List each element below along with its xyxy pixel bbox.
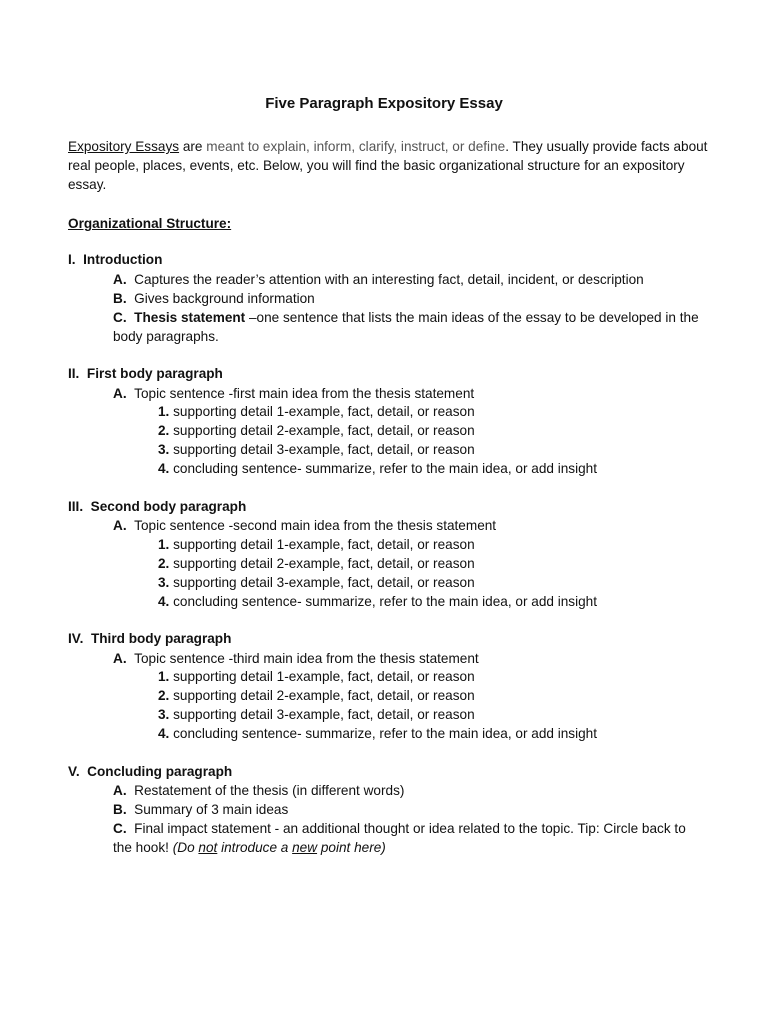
intro-definition: meant to explain, inform, clarify, instruct, or define	[206, 139, 506, 154]
topic-sentence: A. Topic sentence -second main idea from the thesis statement	[113, 518, 497, 533]
section-heading: II. First body paragraph	[68, 366, 223, 381]
list-item-final: C. Final impact statement - an additional thought or idea related to the topic. Tip: Circle back to the hook! (Do not introduce a new point here)	[113, 821, 686, 855]
intro-term: Expository Essays	[68, 139, 180, 154]
intro-rest: . They usually provide facts about real people, places, events, etc. Below, you will find the basic organizational structure for an expository essay.	[68, 139, 708, 192]
topic-sentence: A. Topic sentence -third main idea from the thesis statement	[113, 651, 479, 666]
list-item-thesis: C. Thesis statement –one sentence that lists the main ideas of the essay to be developed in the body paragraphs.	[113, 310, 699, 344]
detail-item: 3. supporting detail 3-example, fact, detail, or reason	[158, 575, 475, 590]
intro-are: are	[179, 139, 207, 154]
list-item: A. Restatement of the thesis (in different words)	[113, 783, 405, 798]
detail-item: 3. supporting detail 3-example, fact, detail, or reason	[158, 442, 475, 457]
list-item: A. Captures the reader’s attention with an interesting fact, detail, incident, or description	[113, 272, 644, 287]
section-heading: III. Second body paragraph	[68, 499, 247, 514]
detail-item: 2. supporting detail 2-example, fact, detail, or reason	[158, 556, 475, 571]
org-heading: Organizational Structure:	[68, 216, 232, 231]
detail-item: 1. supporting detail 1-example, fact, detail, or reason	[158, 669, 475, 684]
section-heading: I. Introduction	[68, 252, 163, 267]
list-item: B. Gives background information	[113, 291, 315, 306]
note: (Do not introduce a new point here)	[172, 840, 386, 855]
detail-item: 4. concluding sentence- summarize, refer to the main idea, or add insight	[158, 594, 598, 609]
detail-item: 2. supporting detail 2-example, fact, detail, or reason	[158, 688, 475, 703]
list-item: B. Summary of 3 main ideas	[113, 802, 289, 817]
topic-sentence: A. Topic sentence -first main idea from the thesis statement	[113, 386, 475, 401]
detail-item: 4. concluding sentence- summarize, refer to the main idea, or add insight	[158, 726, 598, 741]
intro-paragraph	[68, 137, 708, 194]
detail-item: 3. supporting detail 3-example, fact, detail, or reason	[158, 707, 475, 722]
detail-item: 1. supporting detail 1-example, fact, detail, or reason	[158, 537, 475, 552]
detail-item: 1. supporting detail 1-example, fact, detail, or reason	[158, 404, 475, 419]
detail-item: 4. concluding sentence- summarize, refer to the main idea, or add insight	[158, 461, 598, 476]
section-heading: IV. Third body paragraph	[68, 631, 232, 646]
detail-item: 2. supporting detail 2-example, fact, detail, or reason	[158, 423, 475, 438]
document-title: Five Paragraph Expository Essay	[265, 95, 503, 112]
section-heading: V. Concluding paragraph	[68, 764, 233, 779]
